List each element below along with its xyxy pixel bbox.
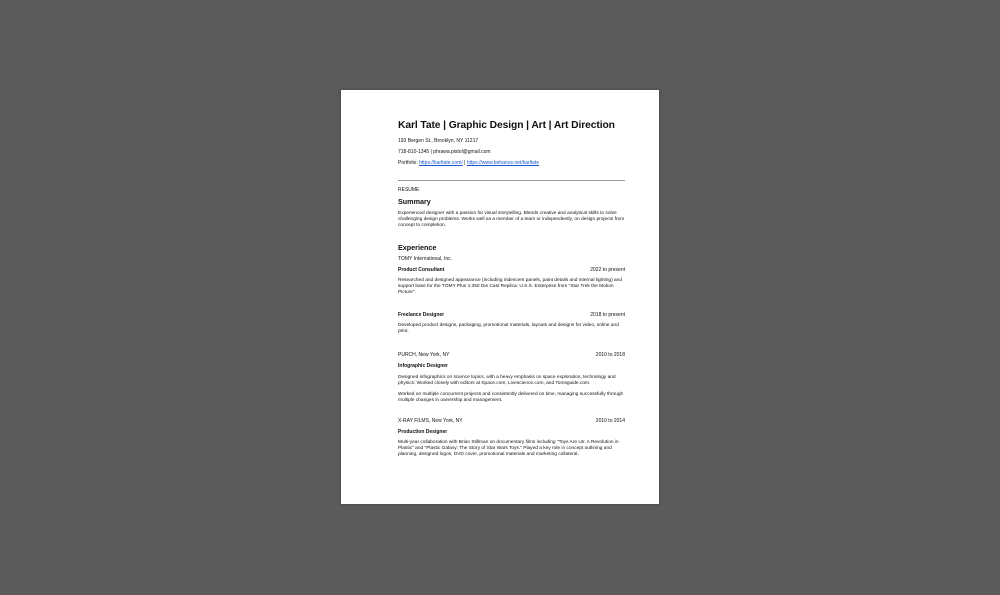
job-title-row: [398, 363, 625, 369]
portfolio-label: Portfolio:: [398, 160, 418, 166]
employer-name: X-RAY FILMS, New York, NY: [398, 418, 463, 424]
job-title: Infographic Designer: [398, 363, 449, 369]
job-description: Researched and designed appearance (including iridescent panels, paint details and internal lighting) and support base for the TOMY Plus 1:350 Die Cast Replica: U.S.S. Enterprise from "Star Trek the Motion Picture".: [398, 278, 623, 296]
job-description: Developed product designs, packaging, promotional materials, layouts and designs for video, online and print.: [398, 323, 619, 335]
address-line: 193 Bergen St., Brooklyn, NY 11217: [398, 138, 479, 144]
portfolio-line: [398, 160, 539, 166]
employer-name: TOMY International, Inc.: [398, 256, 453, 262]
employer-row-tomy: [398, 256, 625, 262]
employer-dates: 2010 to 2014: [595, 418, 625, 424]
job-description: Multi-year collaboration with Brian Stillman on documentary films including "Toys Are Us: A Revolution in Plastic" and "Plastic Galaxy: The Story of Star Wars Toys." Played a key role in concept outlining and planning, designed logos, DVD cover, promotional materials and marketing collateral.: [398, 440, 619, 458]
job-description: Designed infographics on science topics, with a heavy emphasis on space exploration, technology and physics. Worked closely with editors at Space.com, Livescience.com, and Tomsguide.com.: [398, 375, 616, 387]
resume-name-title: Karl Tate | Graphic Design | Art | Art Direction: [398, 120, 615, 131]
job-title-row: [398, 312, 625, 318]
job-dates: 2022 to present: [590, 267, 625, 273]
job-title-row: [398, 267, 625, 273]
portfolio-link-karltate[interactable]: https://karltate.com/: [419, 160, 463, 166]
job-dates: 2018 to present: [590, 312, 625, 318]
employer-row-xray-films: [398, 418, 625, 424]
job-title: Production Designer: [398, 429, 448, 435]
job-title: Freelance Designer: [398, 312, 445, 318]
summary-text: Experienced designer with a passion for visual storytelling. Blends creative and analytical skills to solve challenging design problems. Works well as a member of a team or independently, on design projects from concept to completion.: [398, 211, 625, 229]
employer-dates: 2010 to 2018: [595, 352, 625, 358]
employer-name: PURCH, New York, NY: [398, 352, 450, 358]
summary-heading: Summary: [398, 197, 431, 206]
header-divider: [398, 180, 625, 181]
portfolio-link-behance[interactable]: https://www.behance.net/karltate: [466, 160, 540, 166]
portfolio-separator: |: [462, 160, 467, 166]
resume-page: [341, 90, 659, 504]
experience-heading: Experience: [398, 243, 437, 252]
job-title: Product Consultant: [398, 267, 445, 273]
employer-row-purch: [398, 352, 625, 358]
job-description-secondary: Worked on multiple concurrent projects and consistently delivered on time, managing successfully through multiple changes in ownership and management.: [398, 392, 624, 404]
phone-email-line: 718-810-1345 | phrawa.pistol@gmail.com: [398, 149, 491, 155]
job-title-row: [398, 429, 625, 435]
resume-section-label: RESUME: [398, 187, 420, 193]
